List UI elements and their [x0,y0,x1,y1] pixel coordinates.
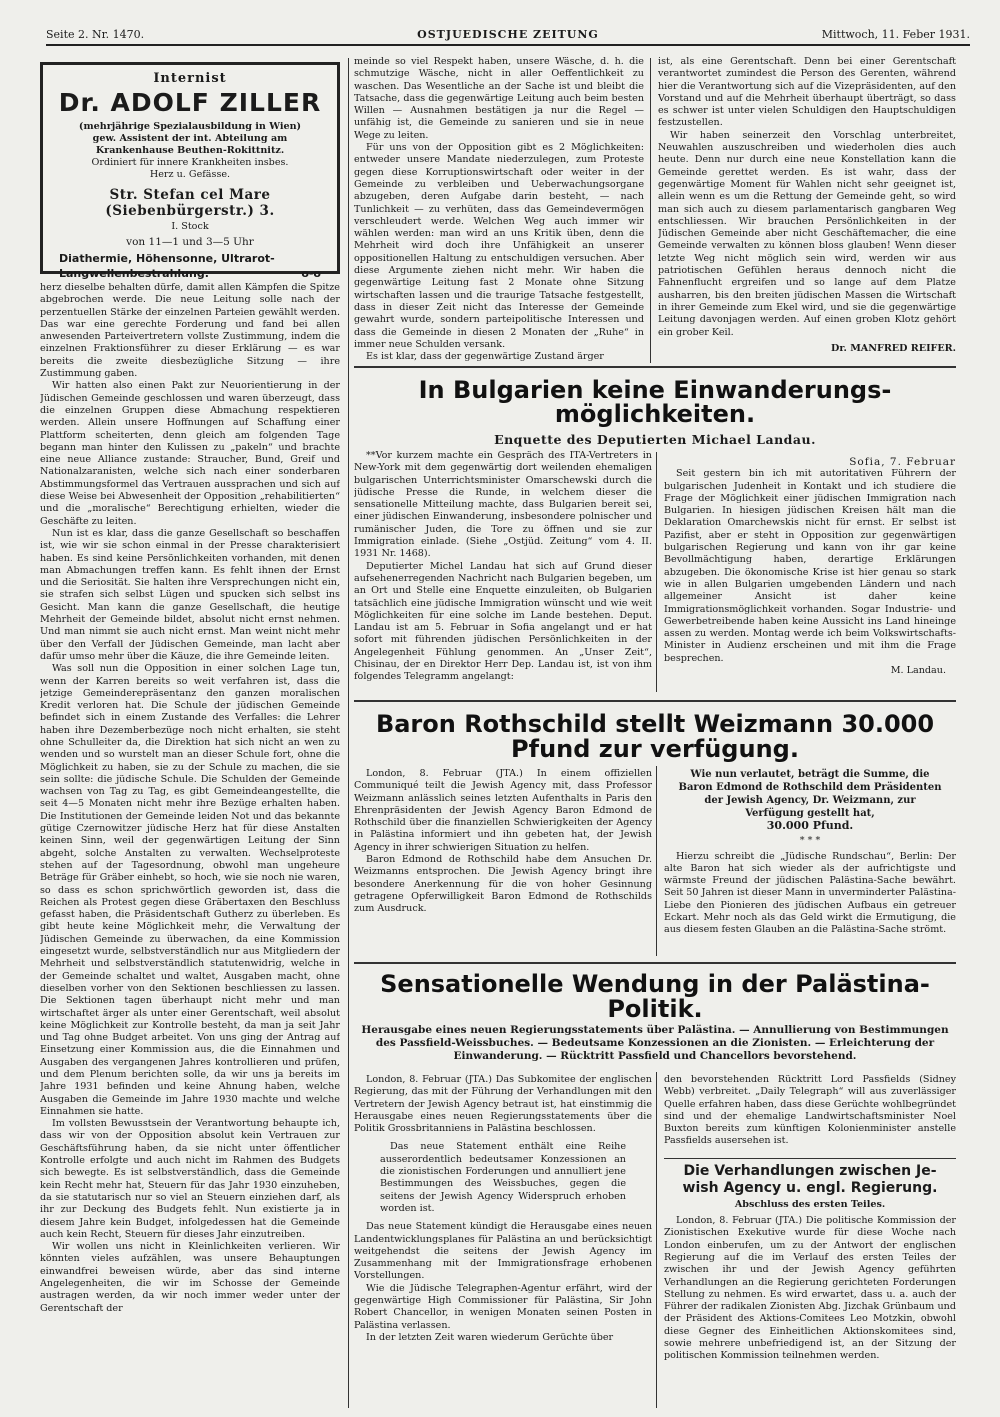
ad-line: gew. Assistent der int. Abteilung am [92,133,288,144]
column-divider [656,1072,657,1408]
column-divider [656,452,657,692]
header-title: OSTJUEDISCHE ZEITUNG [417,28,599,41]
ad-line: Ordiniert für innere Krankheiten insbes. [91,157,289,168]
subhead-negotiations [664,1163,956,1197]
paragraph: Wir haben seinerzeit den Vorschlag unterbreitet, Neuwahlen auszuschreiben und wiederholen dies auch heute. Denn nur durch eine neue Konstellation kann die Gemeinde gerettet werden. Es ist wahr, dass der gegenwärtige Moment für Wahlen nicht sehr geeignet ist, allein wenn es um die Rettung der Gemeinde geht, so wird man sich auch zu diesem parlamentarisch gangbaren Weg entschliessen. Wir brauchen Persönlichkeiten in der Jüdischen Gemeinde aber nicht Geschäftemacher, die eine Gemeinde verwalten zu können bloss glauben! Wenn dieser letzte Weg nicht möglich sein wird, werden wir aus patriotischen Gefühlen heraus dennoch nicht die Fahnenflucht ergreifen und so lange auf dem Platze ausharren, bis den breiten jüdischen Massen die Wirtschaft in ihrer Gemeinde zum Ekel wird, und sie die gegenwärtige Leitung davonjagen werden. Auf einen groben Klotz gehört ein grober Keil. [658,129,956,338]
headline-line: Sensationelle Wendung in der Palästina- [380,970,930,998]
ad-line: Krankenhause Beuthen-Rokittnitz. [95,145,285,156]
column-divider [650,58,651,363]
headline-line: Politik. [607,995,703,1023]
paragraph: Wie die Jüdische Telegraphen-Agentur erfährt, wird der gegenwärtige High Commissioner für Palästina, Sir John Robert Chancellor, in wenigen Monaten seinen Posten in Palästina verlassen. [354,1282,652,1331]
paragraph: Das neue Statement kündigt die Herausgabe eines neuen Landentwicklungsplanes für Palästina an und berücksichtigt weitgehendst die seitens der Jewish Agency im Zusammenhang mit der Immigrationsfrage erhobenen Vorstellungen. [354,1221,652,1282]
paragraph: Wir hatten also einen Pakt zur Neuorientierung in der Jüdischen Gemeinde geschlossen und waren überzeugt, dass die einzelnen Gruppen diese Abmachung respektieren werden. Allein unsere Hoffnungen auf Schaffung einer Plattform scheiterten, denn gleich am folgenden Tage begann man hinter den Kulissen zu „pakeln“ und brachte eine neue Alliance zustande: Straucher, Bund, Greif und Nationalzaranisten, welche sich nach einer sonderbaren Abstimmungsformel das Vertrauen aussprachen und sich auf diese Weise bei Abwesenheit der Opposition „rehabilitierten“ und die „moralische“ Berechtigung erhielten, wieder die Geschäfte zu leiten. [40,380,340,527]
header-page-number: Seite 2. Nr. 1470. [46,28,145,41]
ad-therapy-text: Langwellenbestrahlung. [59,267,209,280]
headline-line: Pfund zur verfügung. [511,735,799,763]
column-3 [658,56,956,356]
ad-line: Herz u. Gefässe. [149,169,231,180]
paragraph: London, 8. Februar (JTA.) Das Subkomitee der englischen Regierung, das mit der Führung der Verhandlungen mit den Vertretern der Jewish Agency betraut ist, hat einstimmig die Herausgabe eines neuen Regierungsstatements über die Politik Grossbritanniens in Palästina beschlossen. [354,1074,652,1135]
headline-line: In Bulgarien keine Einwanderungs- [418,376,892,404]
paragraph: Hierzu schreibt die „Jüdische Rundschau“, Berlin: Der alte Baron hat sich wieder als der aufrichtigste und wärmste Freund der jüdischen Palästina-Sache bewährt. Seit 50 Jahren ist dieser Mann in unverminderter Palästina-Liebe den Pionieren des jüdischen Aufbaus ein getreuer Eckart. Mehr noch als das Geld wirkt die Ermutigung, die aus diesem festen Glauben an die Palästina-Sache strömt. [664,850,956,936]
paragraph: Wir wollen uns nicht in Kleinlichkeiten verlieren. Wir könnten vieles aufzählen, was unsere Behauptungen einwandfrei beweisen würde, aber das sind interne Angelegenheiten, die wir im Schosse der Gemeinde austragen werden, da wir noch immer weder unter der Gerentschaft der [40,1241,340,1314]
column-2 [354,56,644,364]
subhead-line: Die Verhandlungen zwischen Je- [683,1162,937,1179]
headline-line: möglichkeiten. [554,400,756,428]
paragraph: Was soll nun die Opposition in einer solchen Lage tun, wenn der Karren bereits so weit verfahren ist, dass die jetzige Gemeinderepräsentanz den ganzen moralischen Kredit verloren hat. Die Schule der jüdischen Gemeinde befindet sich in einem Zustande des Verfalles: die Lehrer haben ihre Dezemberbezüge noch nicht erhalten, sie steht ohne Schulleiter da, die Direktion hat sich nicht an wen zu wenden und so wurstelt man an dieser Schule fort, ohne die Möglichkeit zu haben, sie zu der Schule zu machen, die sie sein sollte: die jüdische Schule. Die Schulden der Gemeinde wachsen von Tag zu Tag, es gibt Gemeindeangestellte, die seit 4—5 Monaten nicht mehr ihre Bezüge erhalten haben. Die Institutionen der Gemeinde leiden Not und das bekannte gütige Czernowitzer jüdische Herz hat für diese Anstalten keinen Sinn, weil der gegenwärtigen Leitung der Sinn abgeht, solche Anstalten zu verwalten. Wechselproteste stehen auf der Tagesordnung, obwohl man ungeheure Beträge für Gräber einhebt, so hoch, wie sie noch nie waren, so dass es schon sprichwörtlich geworden ist, dass die Reichen als Protest gegen diese Gräbertaxen den Beschluss gefasst haben, die Präsidentschaft Gutherz zu überleben. Es gibt heute keine Möglichkeit mehr, die Verwaltung der Jüdischen Gemeinde zu überwachen, da eine Kommission eingesetzt wurde, selbstverständlich nur aus Mitgliedern der Mehrheit und selbstverständlich statutenwidrig, welche in der Gemeinde schaltet und waltet, Ausgaben macht, ohne dieselben vorher von den Sektionen beschliessen zu lassen. Die Sektionen tagen überhaupt nicht mehr und man wirtschaftet ärger als unter einer Gerentschaft, weil absolut keine Möglichkeit zur Kontrolle besteht, da man ja seit Jahr und Tag ohne Budget arbeitet. Von uns ging der Antrag auf Einsetzung einer Kommission aus, die die Einnahmen und Ausgaben des vergangenen Jahres kontrollieren und prüfen, und dem Plenum berichten solle, da wir uns ja bereits im Jahre 1931 befinden und keine Ahnung haben, welche Ausgaben die Gemeinde im Jahre 1930 machte und welche Einnahmen sie hatte. [40,663,340,1117]
article-palestine-left [354,1074,652,1410]
dateline: Sofia, 7. Februar [849,456,956,468]
paragraph-boxed: Das neue Statement enthält eine Reihe ausserordentlich bedeutsamer Konzessionen an die zionistischen Forderungen und annulliert jene Bestimmungen des Weissbuches, gegen die seitens der Jewish Agency Widerspruch erhoben worden ist. [380,1141,626,1214]
paragraph: Für uns von der Opposition gibt es 2 Möglichkeiten: entweder unsere Mandate niederzulegen, zum Proteste gegen diese Korruptionswirtschaft oder weiter in der Gemeinde zu verbleiben und Ueberwachungsorgane abzugeben, deren Aufgabe darin besteht, — nach Tunlichkeit — zu verhüten, dass das Gemeindevermögen verschleudert werde. Welchen Weg auch immer wir wählen werden: man wird an uns Kritik üben, denn die Mehrheit wird doch ihre Unfähigkeit an unserer oppositionellen Haltung zu entschuldigen versuchen. Aber diese Argumente ziehen nicht mehr. Wir haben die gegenwärtige Leitung fast 2 Monate ohne Sitzung wirtschaften lassen und die traurige Tatsache festgestellt, dass in dieser Zeit nicht das Interesse der Gemeinde gewahrt wurde, sondern parteipolitische Interessen und dass die Gemeinde in diesen 2 Monaten der „Ruhe“ in immer neue Schulden versank. [354,142,644,350]
article-bulgaria-right [664,456,956,696]
column-divider [656,766,657,956]
author-signature: Dr. MANFRED REIFER. [831,342,956,354]
paragraph: herz dieselbe behalten dürfe, damit allen Kämpfen die Spitze abgebrochen werde. Die neue Leitung solle nach der perzentuellen Stärke der einzelnen Parteien gewählt werden. Das war eine gerechte Forderung und fand bei allen anwesenden Parteivertretern vollste Zustimmung, indem die einzelnen Fraktionsführer zu dieser Erklärung — es war bereits die zweite diesbezügliche Sitzung — ihre Zustimmung gaben. [40,282,340,380]
divider [664,1158,956,1159]
paragraph: Baron Edmond de Rothschild habe dem Ansuchen Dr. Weizmanns entsprochen. Die Jewish Agency bringt ihre besondere Anerkennung für die von hoher Gesinnung getragene Opferwilligkeit Baron Edmond de Rothschilds zum Ausdruck. [354,854,652,915]
headline-rothschild [354,712,956,762]
paragraph: Deputierter Michel Landau hat sich auf Grund dieser aufsehenerregenden Nachricht nach Bulgarien begeben, um an Ort und Stelle eine Enquette einzuleiten, ob Bulgarien tatsächlich eine jüdische Immigration wünscht und wie weit Möglichkeiten für eine solche im Lande bestehen. Deput. Landau ist am 5. Februar in Sofia angelangt und er hat sofort mit führenden jüdischen Persönlichkeiten in der Angelegenheit Fühlung genommen. An „Unser Zeit“, Chisinau, der en Direktor Herr Dep. Landau ist, ist von ihm folgendes Telegramm angelangt: [354,560,652,683]
ad-profession: Internist [153,71,227,86]
header-date: Mittwoch, 11. Feber 1931. [821,28,970,41]
section-rule [354,962,956,964]
paragraph: **Vor kurzem machte ein Gespräch des ITA-Vertreters in New-York mit dem gegenwärtig dort weilenden ehemaligen bulgarischen Unterrichtsminister Omarschewski durch die jüdische Presse die Runde, in welchem dieser die sensationelle Mitteilung machte, dass Bulgarien bereit sei, einer jüdischen Einwanderung, insbesondere polnischer und rumänischer Juden, die Tore zu öffnen und sie zur Immigration einlade. (Siehe „Ostjüd. Zeitung“ vom 4. II. 1931 Nr. 1468). [354,450,652,560]
paragraph: ist, als eine Gerentschaft. Denn bei einer Gerentschaft verantwortet zumindest die Person des Gerenten, während hier die Verantwortung sich auf die Vizepräsidenten, auf den Vorstand und auf die Mehrheit überhaupt überträgt, so dass es schwer ist unter vielen Schuldigen den Hauptschuldigen festzustellen. [658,56,956,129]
advertisement-box [40,62,340,280]
paragraph: Nun ist es klar, dass die ganze Gesellschaft so beschaffen ist, wie wir sie schon einmal in der Presse charakterisiert haben. Es sind keine Persönlichkeiten vorhanden, mit denen man Abmachungen treffen kann. Es fehlt ihnen der Ernst und die Seriosität. Sie halten ihre Versprechungen nicht ein, sie strafen sich selbst Lügen und spucken sich selbst ins Gesicht. Man kann die ganze Gesellschaft, die heutige Mehrheit der Gemeinde bildet, absolut nicht ernst nehmen. Und man nimmt sie auch nicht ernst. Man weint nicht mehr über den Verfall der Jüdischen Gemeinde, man lacht aber dafür umso mehr über die Käuze, die ihre Gemeinde leiten. [40,527,340,662]
paragraph: Im vollsten Bewusstsein der Verantwortung behaupte ich, dass wir von der Opposition absolut kein Vertrauen zur Geschäftsführung haben, da sie nicht unter öffentlicher Kontrolle erfolgte und auch nicht im Rahmen des Budgets sich bewegte. Es ist selbstverständlich, dass die Gemeinde kein Recht mehr hat, Steuern für das Jahr 1930 einzuheben, da sie statutarisch nur so viel an Steuern einziehen darf, als ihr zur Deckung des Budgets fehlt. Nun existierte ja in diesem Jahre kein Budget, infolgedessen hat die Gemeinde auch kein Recht, Steuern für dieses Jahr einzutreiben. [40,1118,340,1240]
page-header [46,26,970,46]
separator-stars: * * * [799,835,821,847]
paragraph: meinde so viel Respekt haben, unsere Wäsche, d. h. die schmutzige Wäsche, nicht in aller Oeffentlichkeit zu waschen. Das Wesentliche an der Sache ist und bleibt die Tatsache, dass die gegenwärtige Leitung auch beim besten Willen — Ausnahmen bestätigen ja nur die Regel — unfähig ist, die Gemeinde zu sanieren und sie in neue Wege zu leiten. [354,56,644,141]
ad-mark: o-o [301,267,321,280]
section-rule [354,700,956,702]
paragraph: In der letzten Zeit waren wiederum Gerüchte über [366,1331,614,1343]
ad-hours: von 11—1 und 3—5 Uhr [126,236,254,248]
paragraph: London, 8. Februar (JTA.) Die politische Kommission der Zionistischen Exekutive wurde für diese Woche nach London einberufen, um zu der Antwort der englischen Regierung auf die im Verlauf des ersten Teiles der zwischen ihr und der Jewish Agency geführten Verhandlungen an die Regierung gerichteten Forderungen Stellung zu nehmen. Es wird erwartet, dass u. a. auch der Führer der radikalen Zionisten Abg. Jizchak Grünbaum und der Präsident des Aktions-Comitees Leo Motzkin, obwohl diese Gegner des Einheitlichen Aktionskomitees sind, sowie mehrere unbefriedigend ist, an der Sitzung der politischen Kommission teilnehmen werden. [664,1215,956,1362]
headline-bulgaria [354,378,956,426]
article-palestine-right [664,1074,956,1410]
paragraph: Seit gestern bin ich mit autoritativen Führern der bulgarischen Judenheit in Kontakt und ich studiere die Frage der Möglichkeit einer jüdischen Immigration nach Bulgarien. In hiesigen jüdischen Kreisen hält man die Deklaration Omarchewskis nicht für ernst. Er selbst ist Pazifist, aber er steht in Opposition zur gegenwärtigen bulgarischen Regierung und kann von ihr gar keine Bevollmächtigung haben, derartige Erklärungen abzugeben. Die ökonomische Krise ist hier genau so stark wie in allen Bulgarien umgebenden Ländern und nach allgemeiner Ansicht ist daher keine Immigrationsmöglichkeit vorhanden. Sogar Industrie- und Gewerbetreibende haben keine Aussicht ins Land hineinge assen zu werden. Montag werde ich beim Volkswirtschafts-Minister in Audienz erscheinen und mit ihm die Frage besprechen. [664,468,956,664]
subhead-line: wish Agency u. engl. Regierung. [682,1179,938,1196]
subhead-palestine: Herausgabe eines neuen Regierungsstatements über Palästina. — Annullierung von Bestimmungen des Passfield-Weissbuches. — Bedeutsame Konzessionen an die Zionisten. — Erleichterung der Einwanderung. — Rücktritt Passfield und Chancellors bevorstehend. [361,1024,949,1062]
article-bulgaria-left [354,450,652,695]
ad-therapy: Diathermie, Höhensonne, Ultrarot- [59,252,275,265]
ad-line: (mehrjährige Spezialausbildung in Wien) [78,121,302,132]
paragraph: Es ist klar, dass der gegenwärtige Zustand ärger [366,351,604,363]
article-rothschild-right [664,768,956,958]
article-rothschild-left [354,768,652,958]
article-signature: M. Landau. [890,665,946,677]
ad-floor: I. Stock [171,221,209,232]
subhead-small: Abschluss des ersten Teiles. [734,1198,886,1210]
ad-street: Str. Stefan cel Mare (Siebenbürgerstr.) 3. [105,187,275,219]
paragraph: den bevorstehenden Rücktritt Lord Passfields (Sidney Webb) verbreitet. „Daily Telegraph“ will aus zuverlässiger Quelle erfahren haben, dass diese Gerüchte wohlbegründet sind und der ehemalige Landwirtschaftsminister Noel Buxton bereits zum künftigen Kolonienminister anstelle Passfields ausersehen ist. [664,1074,956,1147]
paragraph-bold: Wie nun verlautet, beträgt die Summe, die Baron Edmond de Rothschild dem Präsidenten der Jewish Agency, Dr. Weizmann, zur Verfügung gestellt hat, [678,769,942,819]
column-divider [348,58,349,1408]
headline-line: Baron Rothschild stellt Weizmann 30.000 [375,710,935,738]
subhead-bulgaria: Enquette des Deputierten Michael Landau. [494,432,816,447]
ad-doctor-name: Dr. ADOLF ZILLER [58,88,322,117]
headline-palestine [354,972,956,1022]
section-rule [354,366,956,368]
ad-therapy [43,267,337,280]
paragraph: London, 8. Februar (JTA.) In einem offiziellen Communiqué teilt die Jewish Agency mit, dass Professor Weizmann anlässlich seines letzten Aufenthalts in Paris den Ehrenpräsidenten der Jewish Agency Baron Edmond de Rothschild über die finanziellen Schwierigkeiten der Agency in Palästina informiert und ihn gebeten hat, der Jewish Agency in ihrer schwierigen Situation zu helfen. [354,768,652,853]
amount: 30.000 Pfund. [766,819,854,832]
column-1 [40,282,340,1407]
